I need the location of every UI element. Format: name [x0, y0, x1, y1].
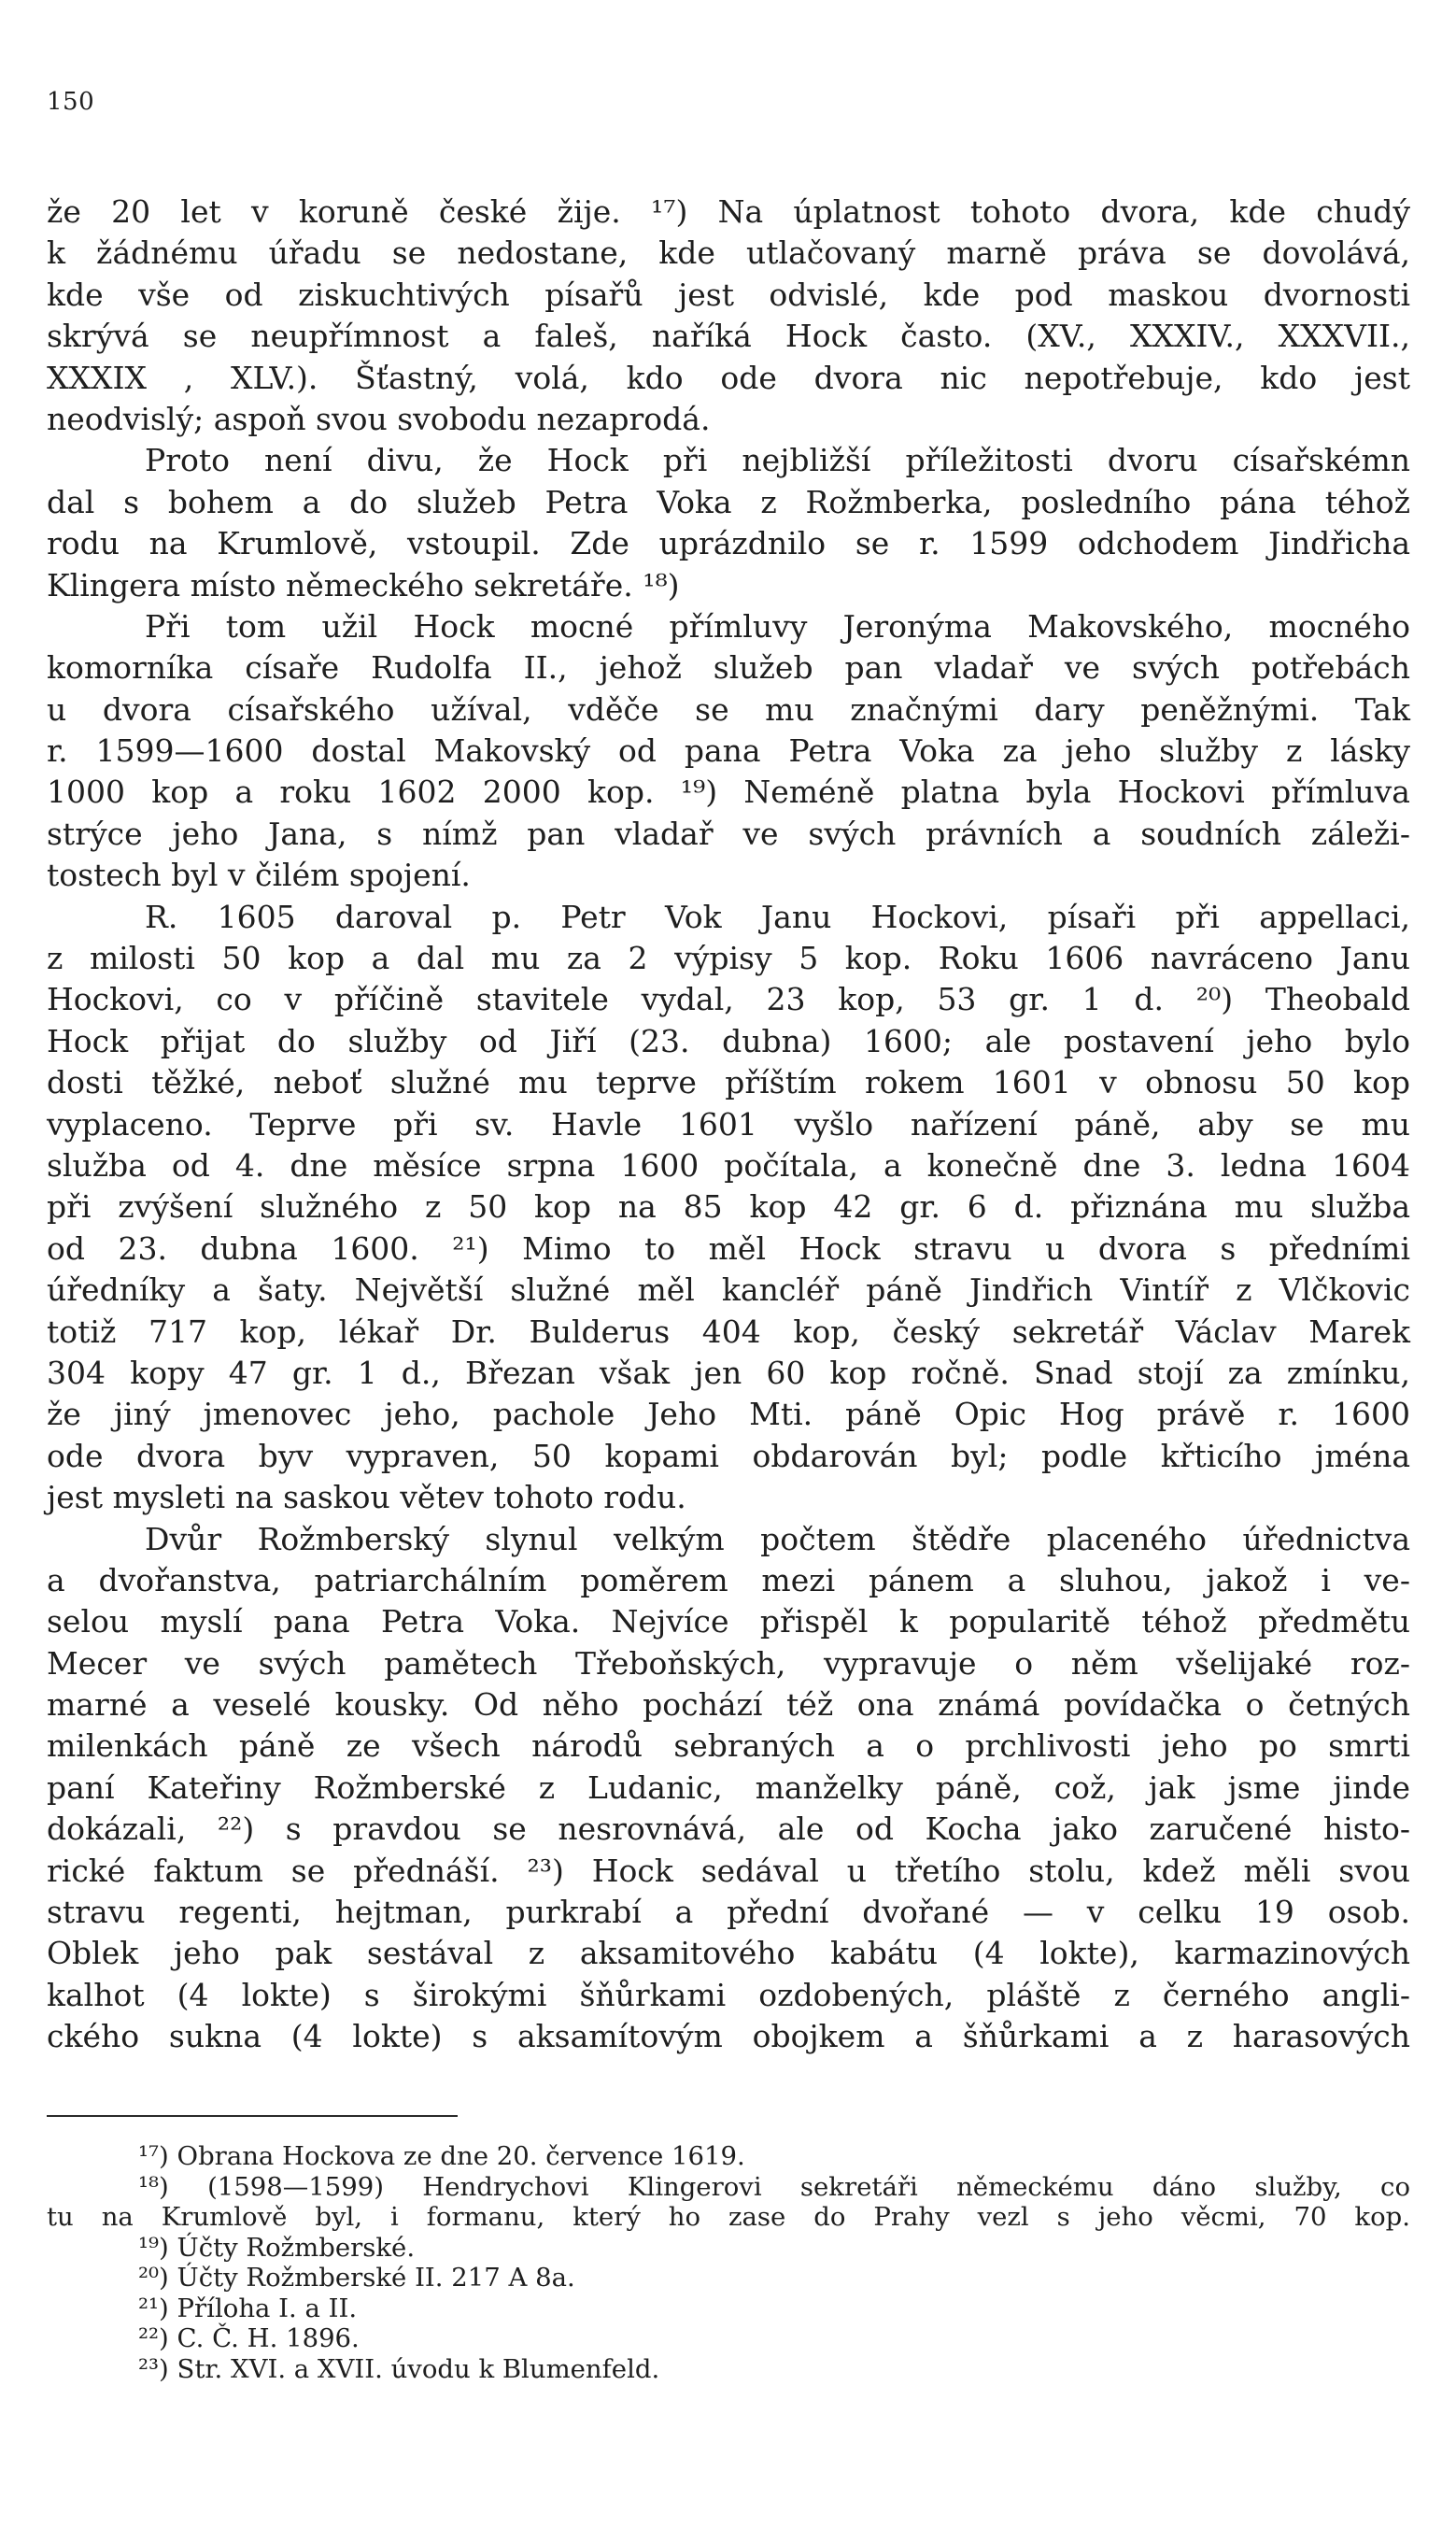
text-line: kde vše od ziskuchtivých písařů jest odvislé, kde pod maskou dvornosti	[47, 276, 1410, 313]
text-line: dokázali, ²²) s pravdou se nesrovnává, ale od Kocha jako zaručené histo-	[47, 1811, 1410, 1848]
footnote-line: ²³) Str. XVI. a XVII. úvodu k Blumenfeld.	[138, 2353, 660, 2384]
text-line: Klingera místo německého sekretáře. ¹⁸)	[47, 566, 680, 604]
text-line: R. 1605 daroval p. Petr Vok Janu Hockovi, písaři při appellaci,	[145, 898, 1410, 935]
text-line: kalhot (4 lokte) s širokými šňůrkami ozdobených, pláště z černého angli-	[47, 1976, 1410, 2013]
text-line: dosti těžké, neboť služné mu teprve příštím rokem 1601 v obnosu 50 kop	[47, 1064, 1410, 1101]
text-line: úředníky a šaty. Největší služné měl kancléř páně Jindřich Vintíř z Vlčkovic	[47, 1271, 1410, 1309]
footnote-line: tu na Krumlově byl, i formanu, který ho zase do Prahy vezl s jeho věcmi, 70 kop.	[47, 2202, 1410, 2232]
text-line: rodu na Krumlově, vstoupil. Zde uprázdnilo se r. 1599 odchodem Jindřicha	[47, 525, 1410, 562]
text-line: strýce jeho Jana, s nímž pan vladař ve svých právních a soudních záleži-	[47, 815, 1410, 852]
text-line: komorníka císaře Rudolfa II., jehož služeb pan vladař ve svých potřebách	[47, 649, 1410, 687]
text-line: neodvislý; aspoň svou svobodu nezaprodá.	[47, 400, 711, 437]
main-text	[47, 192, 1410, 2058]
footnote-line: ²¹) Příloha I. a II.	[138, 2293, 358, 2323]
text-line: Hockovi, co v příčině stavitele vydal, 23 kop, 53 gr. 1 d. ²⁰) Theobald	[47, 981, 1410, 1018]
footnote-line: ²²) C. Č. H. 1896.	[138, 2323, 360, 2353]
text-line: že jiný jmenovec jeho, pachole Jeho Mti. páně Opic Hog právě r. 1600	[47, 1396, 1410, 1433]
text-line: XXXIX , XLV.). Šťastný, volá, kdo ode dvora nic nepotřebuje, kdo jest	[47, 359, 1410, 396]
text-line: při zvýšení služného z 50 kop na 85 kop 42 gr. 6 d. přiznána mu služba	[47, 1188, 1410, 1226]
text-line: tostech byl v čilém spojení.	[47, 857, 471, 894]
text-line: Dvůr Rožmberský slynul velkým počtem štědře placeného úřednictva	[145, 1520, 1410, 1557]
text-line: 1000 kop a roku 1602 2000 kop. ¹⁹) Neméně platna byla Hockovi přímluva	[47, 774, 1410, 811]
text-line: Proto není divu, že Hock při nejbližší příležitosti dvoru císařskémn	[145, 442, 1410, 479]
text-line: Hock přijat do služby od Jiří (23. dubna) 1600; ale postavení jeho bylo	[47, 1022, 1410, 1059]
text-line: od 23. dubna 1600. ²¹) Mimo to měl Hock stravu u dvora s předními	[47, 1229, 1410, 1267]
text-line: u dvora císařského užíval, vděče se mu značnými dary peněžnými. Tak	[47, 690, 1410, 728]
text-line: milenkách páně ze všech národů sebraných a o prchlivosti jeho po smrti	[47, 1727, 1410, 1765]
text-line: a dvořanstva, patriarchálním poměrem mezi pánem a sluhou, jakož i ve-	[47, 1561, 1410, 1598]
text-line: ode dvora byv vypraven, 50 kopami obdarován byl; podle křticího jména	[47, 1437, 1410, 1474]
text-line: k žádnému úřadu se nedostane, kde utlačovaný marně práva se dovolává,	[47, 234, 1410, 272]
text-line: skrývá se neupřímnost a faleš, naříká Hock často. (XV., XXXIV., XXXVII.,	[47, 318, 1410, 355]
footnote-divider	[47, 2115, 458, 2117]
text-line: dal s bohem a do služeb Petra Voka z Rožmberka, posledního pána téhož	[47, 483, 1410, 520]
text-line: služba od 4. dne měsíce srpna 1600 počítala, a konečně dne 3. ledna 1604	[47, 1146, 1410, 1184]
footnote-line: ¹⁹) Účty Rožmberské.	[138, 2232, 416, 2263]
text-line: jest mysleti na saskou větev tohoto rodu.	[47, 1479, 686, 1516]
footnote-line: ¹⁷) Obrana Hockova ze dne 20. července 1619.	[138, 2141, 745, 2171]
footnotes	[47, 2141, 1410, 2384]
text-line: paní Kateřiny Rožmberské z Ludanic, manželky páně, což, jak jsme jinde	[47, 1768, 1410, 1806]
text-line: Mecer ve svých pamětech Třeboňských, vypravuje o něm všelijaké roz-	[47, 1644, 1410, 1682]
text-line: ckého sukna (4 lokte) s aksamítovým obojkem a šňůrkami a z harasových	[47, 2018, 1410, 2055]
text-line: selou myslí pana Petra Voka. Nejvíce přispěl k popularitě téhož předmětu	[47, 1603, 1410, 1640]
text-line: 304 kopy 47 gr. 1 d., Březan však jen 60 kop ročně. Snad stojí za zmínku,	[47, 1354, 1410, 1391]
text-line: rické faktum se přednáší. ²³) Hock sedával u třetího stolu, kdež měli svou	[47, 1852, 1410, 1889]
text-line: Oblek jeho pak sestával z aksamitového kabátu (4 lokte), karmazinových	[47, 1935, 1410, 1972]
text-line: stravu regenti, hejtman, purkrabí a přední dvořané — v celku 19 osob.	[47, 1894, 1410, 1931]
text-line: z milosti 50 kop a dal mu za 2 výpisy 5 kop. Roku 1606 navráceno Janu	[47, 940, 1410, 977]
text-line: že 20 let v koruně české žije. ¹⁷) Na úplatnost tohoto dvora, kde chudý	[47, 193, 1410, 230]
text-line: vyplaceno. Teprve při sv. Havle 1601 vyšlo nařízení páně, aby se mu	[47, 1105, 1410, 1143]
text-line: Při tom užil Hock mocné přímluvy Jeronýma Makovského, mocného	[145, 607, 1410, 645]
text-line: totiž 717 kop, lékař Dr. Bulderus 404 kop, český sekretář Václav Marek	[47, 1313, 1410, 1350]
text-line: marné a veselé kousky. Od něho pochází též ona známá povídačka o četných	[47, 1686, 1410, 1724]
page-number: 150	[47, 88, 95, 116]
text-line: r. 1599—1600 dostal Makovský od pana Petra Voka za jeho služby z lásky	[47, 732, 1410, 770]
footnote-line: ²⁰) Účty Rožmberské II. 217 A 8a.	[138, 2263, 575, 2293]
footnote-line: ¹⁸) (1598—1599) Hendrychovi Klingerovi sekretáři německému dáno služby, co	[138, 2171, 1410, 2202]
